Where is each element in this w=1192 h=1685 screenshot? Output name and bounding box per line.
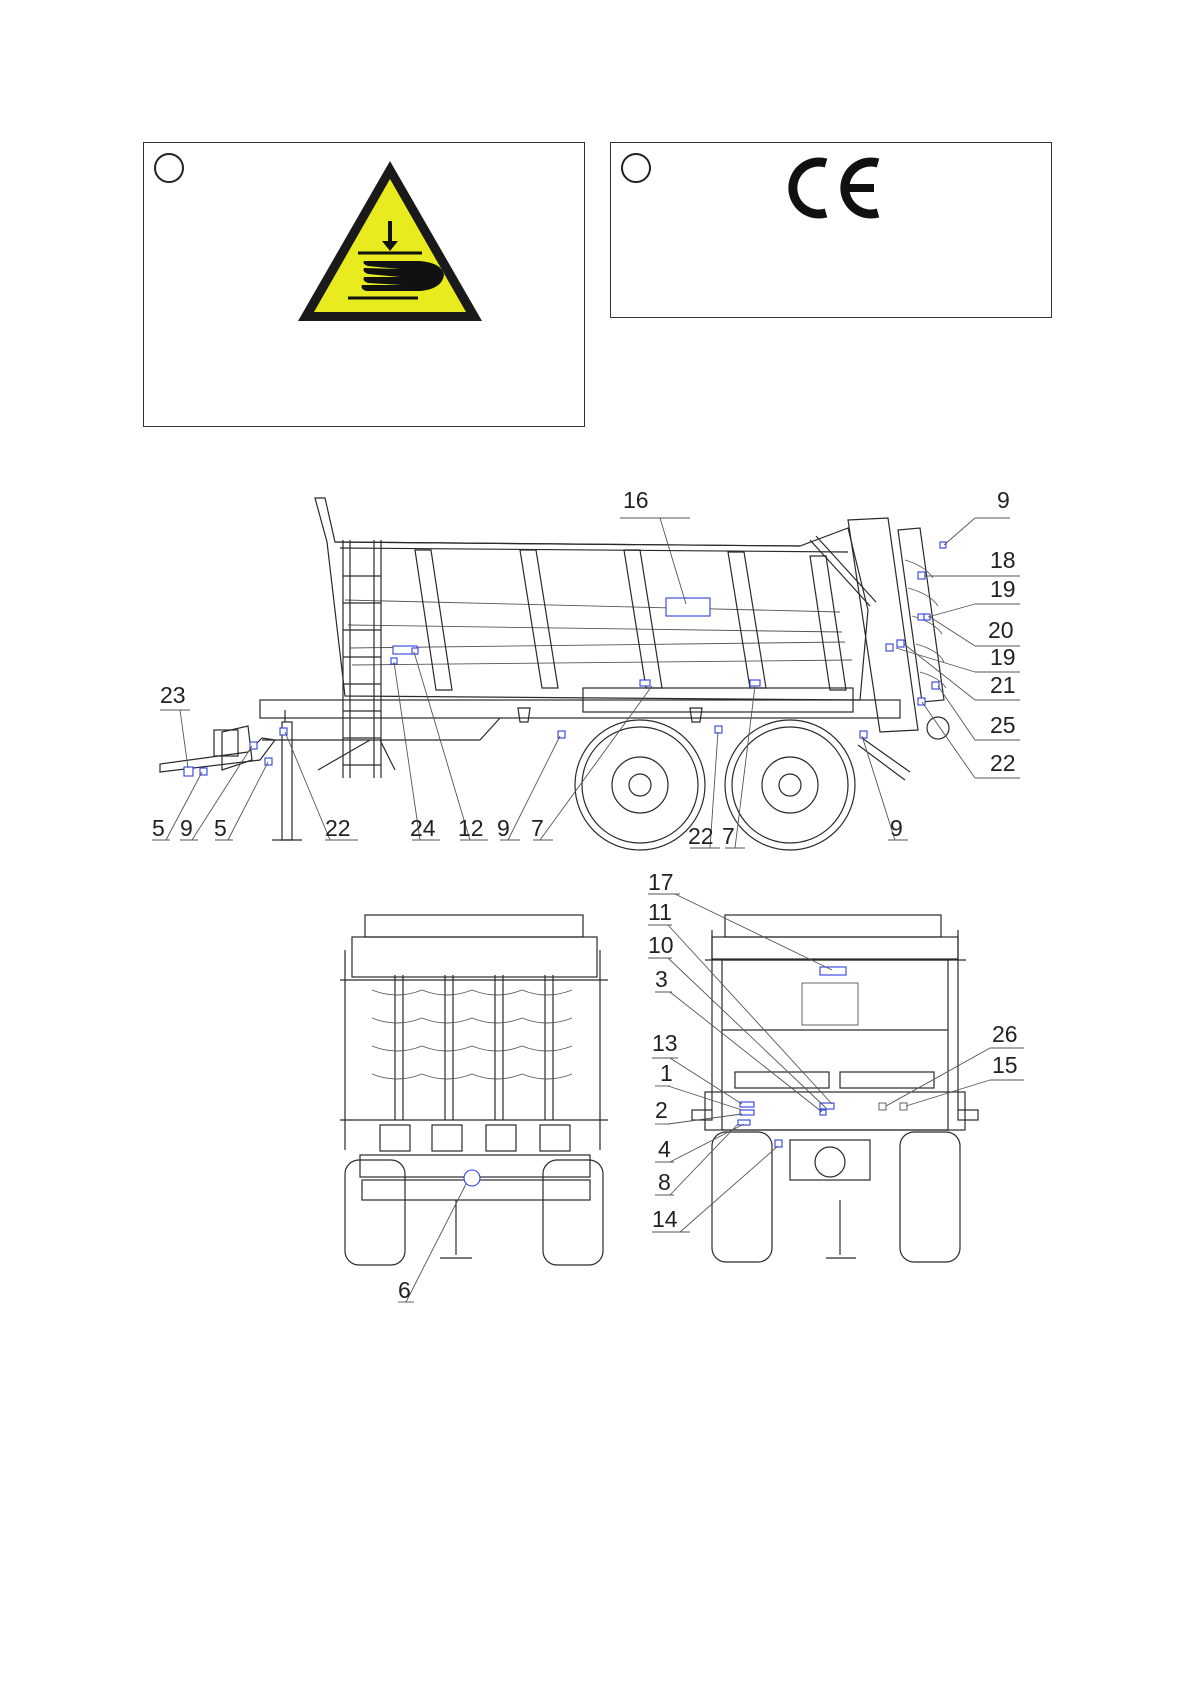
callout-label: 4 xyxy=(658,1136,671,1162)
callout-label: 5 xyxy=(214,815,227,841)
callout-label: 10 xyxy=(648,932,674,958)
callout-label: 2 xyxy=(655,1097,668,1123)
callout-label: 21 xyxy=(990,672,1016,698)
callout-label: 9 xyxy=(890,815,903,841)
callout-label: 9 xyxy=(497,815,510,841)
callout-label: 6 xyxy=(398,1277,411,1303)
callout-label: 17 xyxy=(648,869,674,895)
callout-label: 7 xyxy=(722,823,735,849)
rear-view xyxy=(340,915,608,1303)
callout-label: 8 xyxy=(658,1169,671,1195)
callout-label: 14 xyxy=(652,1206,678,1232)
callout-label: 19 xyxy=(990,576,1016,602)
callout-label: 25 xyxy=(990,712,1016,738)
side-view xyxy=(152,487,1020,850)
callout-label: 9 xyxy=(180,815,193,841)
callout-label: 20 xyxy=(988,617,1014,643)
callout-label: 5 xyxy=(152,815,165,841)
callout-label: 22 xyxy=(688,823,714,849)
callout-label: 12 xyxy=(458,815,484,841)
callout-label: 11 xyxy=(648,899,672,925)
callout-label: 24 xyxy=(410,815,436,841)
callout-label: 19 xyxy=(990,644,1016,670)
callout-label: 13 xyxy=(652,1030,678,1056)
callout-label: 15 xyxy=(992,1052,1018,1078)
callout-label: 18 xyxy=(990,547,1016,573)
callout-label: 22 xyxy=(325,815,351,841)
callout-label: 7 xyxy=(531,815,544,841)
callout-label: 3 xyxy=(655,966,668,992)
callout-label: 16 xyxy=(623,487,649,513)
callout-label: 9 xyxy=(997,487,1010,513)
callout-label: 22 xyxy=(990,750,1016,776)
callout-label: 26 xyxy=(992,1021,1018,1047)
front-view xyxy=(648,869,1024,1262)
callout-label: 1 xyxy=(660,1060,673,1086)
callout-label: 23 xyxy=(160,682,186,708)
